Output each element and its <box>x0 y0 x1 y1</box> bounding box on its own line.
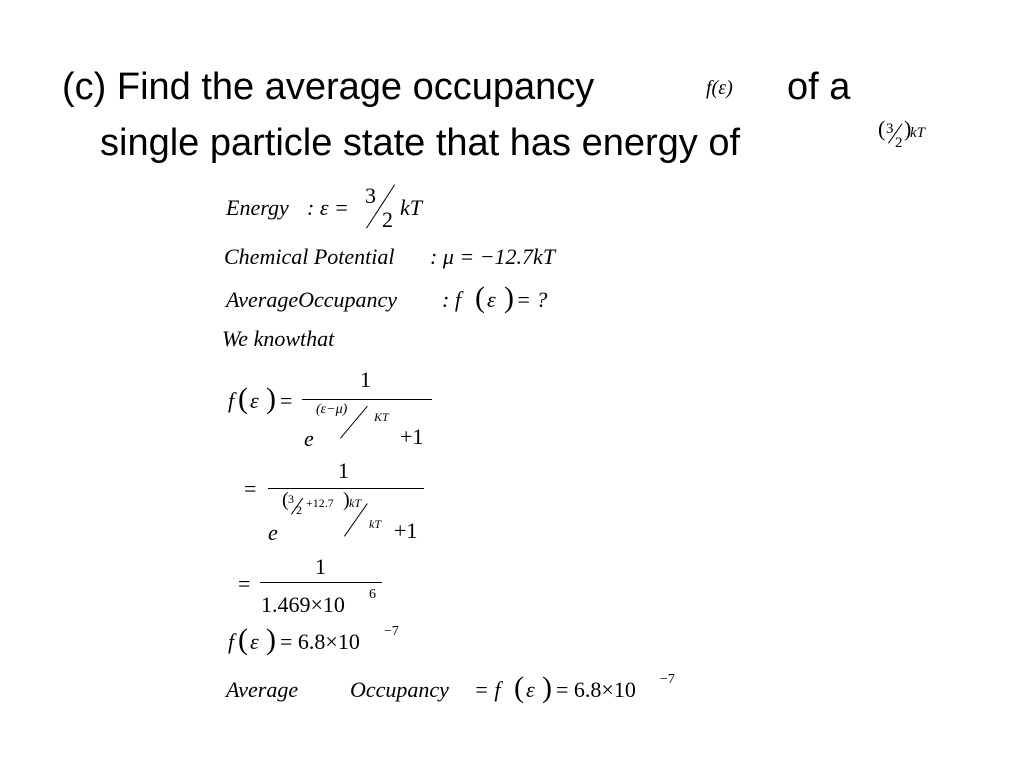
step2-exp-den: 2 <box>296 503 302 517</box>
result2-eq-a: = f <box>474 677 501 702</box>
step3-den-exp: 6 <box>369 587 376 602</box>
step1-exp-paren: (ε−μ) <box>316 402 348 417</box>
heading-formula-num: 3 <box>886 121 894 137</box>
result2-close-paren: ) <box>542 671 552 704</box>
result2-open-paren: ( <box>514 671 524 704</box>
step2-exp-num: 3 <box>288 492 294 506</box>
step2-exp-close-paren: ) <box>343 489 350 511</box>
heading-formula-den: 2 <box>895 135 903 151</box>
step1-eq: = <box>280 388 293 413</box>
result2-label-average: Average <box>226 677 299 702</box>
step1-plus-one: +1 <box>400 424 424 449</box>
step2-base-e: e <box>268 520 278 545</box>
heading-formula-close-paren: ) <box>904 116 912 141</box>
energy-label: Energy <box>226 195 289 220</box>
heading-formula-kt: kT <box>910 125 925 141</box>
step3-denominator: 1.469×10 <box>261 592 345 617</box>
result1-eps: ε <box>250 629 259 654</box>
step2-exp-kt-inner: kT <box>349 496 361 510</box>
result1-f: f <box>228 629 235 654</box>
result2-exp: −7 <box>660 672 675 687</box>
energy-kt: kT <box>400 195 422 220</box>
avg-close-paren: ) <box>504 281 514 314</box>
step2-eq: = <box>244 476 257 501</box>
step1-exp-kt: KT <box>374 410 389 424</box>
we-know-text: We knowthat <box>222 326 335 351</box>
result2-eq-b: = 6.8×10 <box>556 677 636 702</box>
step2-exp-kt: kT <box>369 517 381 531</box>
step1-numerator: 1 <box>360 367 371 392</box>
heading-line1-suffix: of a <box>787 66 851 108</box>
energy-eq: : ε = <box>307 195 349 220</box>
step1-base-e: e <box>304 426 314 451</box>
step1-eps: ε <box>250 388 259 413</box>
step1-open-paren: ( <box>238 382 248 415</box>
energy-frac-num: 3 <box>365 183 376 208</box>
avg-eps: ε <box>487 287 496 312</box>
result1-eq: = 6.8×10 <box>280 629 360 654</box>
result1-close-paren: ) <box>266 623 276 656</box>
avg-eq-b: = ? <box>516 287 548 312</box>
result2-eps: ε <box>526 677 535 702</box>
step2-exp-add: +12.7 <box>306 496 334 510</box>
step2-numerator: 1 <box>338 458 349 483</box>
heading-formula-open-paren: ( <box>878 116 886 141</box>
step1-fraction-bar <box>302 399 432 400</box>
step1-f: f <box>228 388 235 413</box>
chem-label: Chemical Potential <box>224 244 395 269</box>
result1-open-paren: ( <box>238 623 248 656</box>
heading-line1-text: (c) Find the average occupancy <box>62 66 595 108</box>
result2-label-occupancy: Occupancy <box>350 677 449 702</box>
energy-frac-den: 2 <box>382 207 393 232</box>
step3-numerator: 1 <box>315 554 326 579</box>
step3-eq: = <box>238 571 251 596</box>
result1-exp: −7 <box>384 624 399 639</box>
step2-plus-one: +1 <box>394 518 418 543</box>
avg-label: AverageOccupancy <box>226 287 398 312</box>
avg-eq-a: : f <box>442 287 461 312</box>
chem-eq: : μ = −12.7kT <box>430 244 556 269</box>
heading-line1-formula: f(ε) <box>706 77 733 99</box>
step1-close-paren: ) <box>266 382 276 415</box>
step2-exp-open-paren: ( <box>282 489 289 511</box>
avg-open-paren: ( <box>475 281 485 314</box>
step3-fraction-bar <box>260 582 382 583</box>
heading-line2-text: single particle state that has energy of <box>100 122 741 164</box>
